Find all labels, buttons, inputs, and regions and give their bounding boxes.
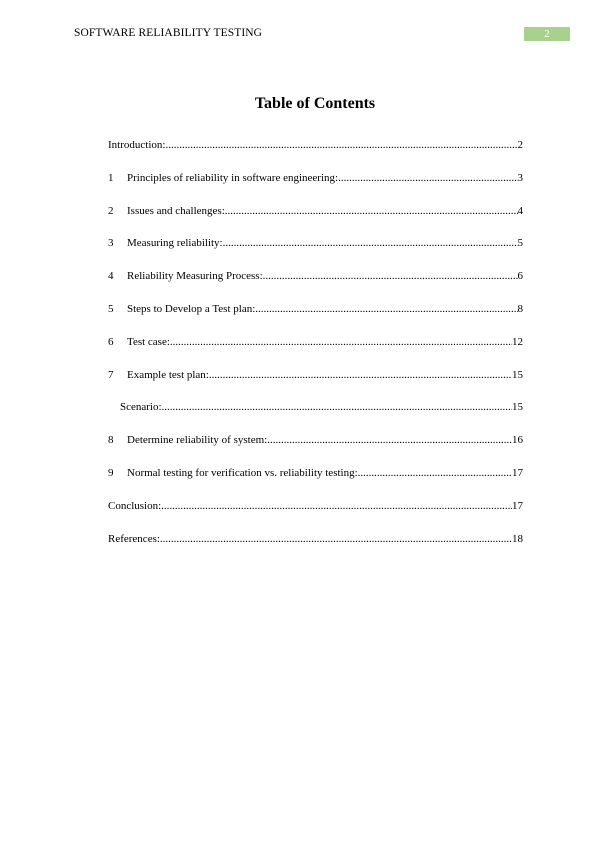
toc-entry-number: 1 xyxy=(108,171,114,184)
toc-entry-scenario[interactable] xyxy=(108,400,523,433)
toc-entry-text: Introduction: xyxy=(108,139,166,151)
toc-entry-number: 2 xyxy=(108,204,114,217)
toc-entry-page: 4 xyxy=(517,204,523,217)
toc-dot-leader xyxy=(165,138,517,153)
toc-dot-leader xyxy=(338,171,517,186)
toc-entry-text: Conclusion: xyxy=(108,499,162,512)
toc-dot-leader xyxy=(161,499,512,514)
toc-dot-leader xyxy=(223,236,518,251)
toc-entry-conclusion[interactable] xyxy=(108,499,523,532)
toc-entry-number: 4 xyxy=(108,270,114,283)
toc-entry-page: 15 xyxy=(512,368,523,381)
toc-dot-leader xyxy=(170,335,512,350)
toc-entry-determine-reliability[interactable] xyxy=(108,433,523,466)
toc-entry-number: 7 xyxy=(108,368,114,381)
toc-entry-page: 8 xyxy=(517,302,523,315)
toc-entry-page: 5 xyxy=(517,237,523,250)
toc-entry-test-case[interactable] xyxy=(108,335,523,368)
toc-entry-text: Scenario: xyxy=(120,401,162,414)
toc-entry-number: 5 xyxy=(108,302,114,315)
page-number-badge: 2 xyxy=(524,27,570,41)
toc-dot-leader xyxy=(267,433,512,448)
toc-dot-leader xyxy=(263,269,518,284)
page-header xyxy=(0,0,596,50)
toc-entry-text: Normal testing for verification vs. reliability testing: xyxy=(127,466,358,479)
toc-entry-number: 6 xyxy=(108,335,114,348)
toc-entry-number: 8 xyxy=(108,434,114,447)
toc-dot-leader xyxy=(358,466,512,481)
toc-entry-normal-vs-reliability[interactable] xyxy=(108,466,523,499)
toc-entry-text: Test case: xyxy=(127,335,170,348)
toc-entry-page: 18 xyxy=(512,532,523,545)
toc-entry-text: Example test plan: xyxy=(127,368,209,381)
toc-dot-leader xyxy=(255,302,517,317)
running-head-title: SOFTWARE RELIABILITY TESTING xyxy=(74,27,263,39)
toc-entry-number: 9 xyxy=(108,466,114,479)
toc-entry-text: Principles of reliability in software engineering: xyxy=(127,171,339,184)
toc-entry-text: References: xyxy=(108,532,160,545)
toc-entry-number: 3 xyxy=(108,237,114,250)
toc-entry-page: 6 xyxy=(517,270,523,283)
toc-entry-text: Steps to Develop a Test plan: xyxy=(127,302,256,315)
table-of-contents xyxy=(108,138,523,564)
toc-entry-page: 15 xyxy=(512,401,523,414)
toc-entry-introduction[interactable] xyxy=(108,138,523,171)
toc-entry-text: Issues and challenges: xyxy=(127,204,225,217)
toc-dot-leader xyxy=(162,400,512,415)
toc-entry-text: Measuring reliability: xyxy=(127,237,223,250)
toc-entry-test-plan-steps[interactable] xyxy=(108,302,523,335)
toc-entry-principles[interactable] xyxy=(108,171,523,204)
toc-entry-measuring[interactable] xyxy=(108,236,523,269)
toc-heading: Table of Contents xyxy=(254,95,376,112)
toc-entry-page: 17 xyxy=(512,499,523,512)
toc-entry-issues[interactable] xyxy=(108,204,523,237)
toc-entry-process[interactable] xyxy=(108,269,523,302)
toc-entry-page: 12 xyxy=(512,335,523,348)
toc-entry-page: 3 xyxy=(517,171,523,184)
toc-dot-leader xyxy=(209,368,512,383)
toc-entry-page: 16 xyxy=(512,434,523,447)
toc-dot-leader xyxy=(160,532,512,547)
toc-entry-page: 2 xyxy=(517,139,523,151)
toc-entry-references[interactable] xyxy=(108,532,523,565)
toc-entry-example-test-plan[interactable] xyxy=(108,368,523,401)
toc-dot-leader xyxy=(225,204,518,219)
toc-entry-page: 17 xyxy=(512,466,523,479)
toc-entry-text: Reliability Measuring Process: xyxy=(127,270,263,283)
toc-entry-text: Determine reliability of system: xyxy=(127,434,268,447)
